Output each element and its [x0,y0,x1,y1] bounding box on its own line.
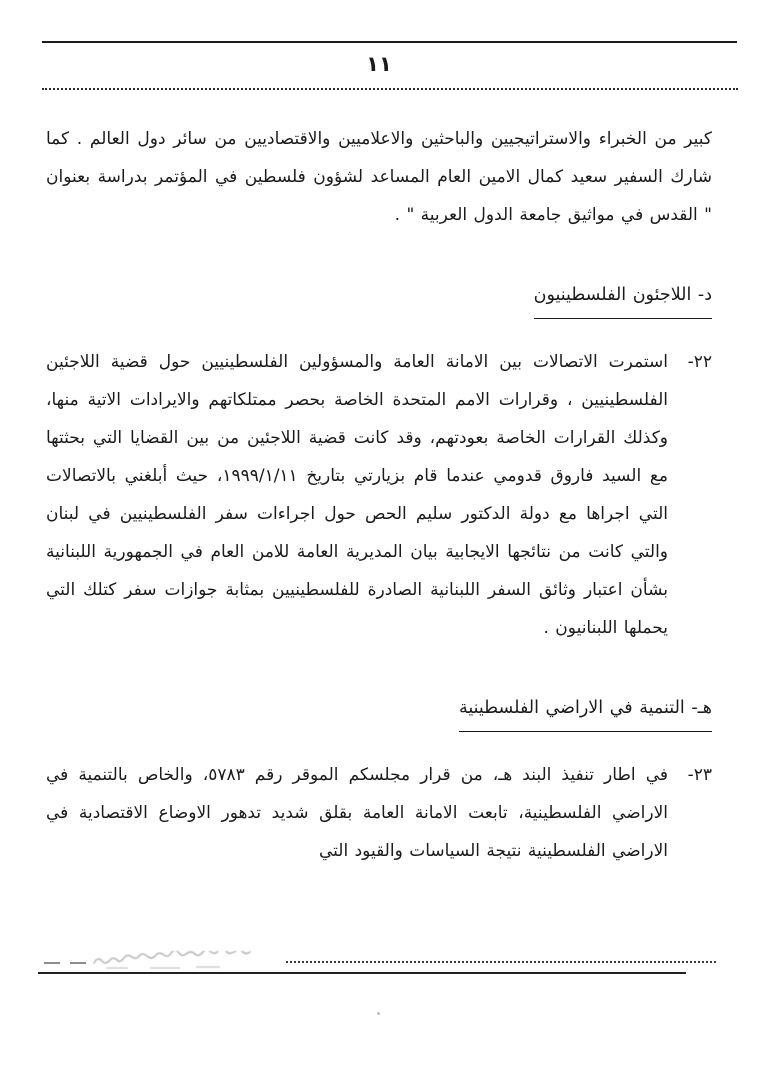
header-dotted-rule [42,88,738,90]
page-number: ١١ [366,52,392,76]
paragraph-22-number: ٢٢- [687,352,712,372]
section-h-heading-row [46,689,712,732]
section-d-heading: د- اللاجئون الفلسطينيون [534,276,712,319]
paragraph-23-text: في اطار تنفيذ البند هـ، من قرار مجلسكم الموقر رقم ٥٧٨٣، والخاص بالتنمية في الاراضي الفلسطينية، تابعت الامانة العامة بقلق شديد تدهور الاوضاع الاقتصادية في الاراضي الفلسطينية نتيجة السياسات والقيود التي [46,765,668,861]
document-body [46,120,712,870]
scan-speck [377,1012,380,1015]
footer-solid-rule [38,972,686,974]
top-rule [42,41,737,43]
intro-paragraph: كبير من الخبراء والاستراتيجيين والباحثين والاعلاميين والاقتصاديين من سائر دول العالم . كما شارك السفير سعيد كمال الامين العام المساعد لشؤون فلسطين في المؤتمر بدراسة بعنوان " القدس في مواثيق جامعة الدول العربية " . [46,129,712,225]
section-h-heading: هـ- التنمية في الاراضي الفلسطينية [459,689,712,732]
paragraph-22 [46,343,712,647]
paragraph-23-number: ٢٣- [687,765,712,785]
footer-dash-mark [70,962,86,964]
section-d-heading-row [46,276,712,319]
footer-dash-mark [44,962,60,964]
paragraph-23 [46,756,712,870]
page-footer [38,948,720,988]
footer-dotted-rule [286,961,716,963]
paragraph-22-text: استمرت الاتصالات بين الامانة العامة والمسؤولين الفلسطينيين حول قضية اللاجئين الفلسطينيين ، وقرارات الامم المتحدة الخاصة بحصر ممتلكاتهم والايرادات الاتية منها، وكذلك القرارات الخاصة بعودتهم، وقد كانت قضية اللاجئين من بين القضايا التي بحثتها مع السيد فاروق قدومي عندما قام بزيارتي بتاريخ ١٩٩٩/١/١١، حيث أبلغني بالاتصالات التي اجراها مع دولة الدكتور سليم الحص حول اجراءات سفر الفلسطينيين في لبنان والتي كانت من نتائجها الايجابية بيان المديرية العامة للامن العام في الجمهورية اللبنانية بشأن اعتبار وثائق السفر اللبنانية الصادرة للفلسطينيين بمثابة جوازات سفر كتلك التي يحملها اللبنانيون . [46,352,668,638]
